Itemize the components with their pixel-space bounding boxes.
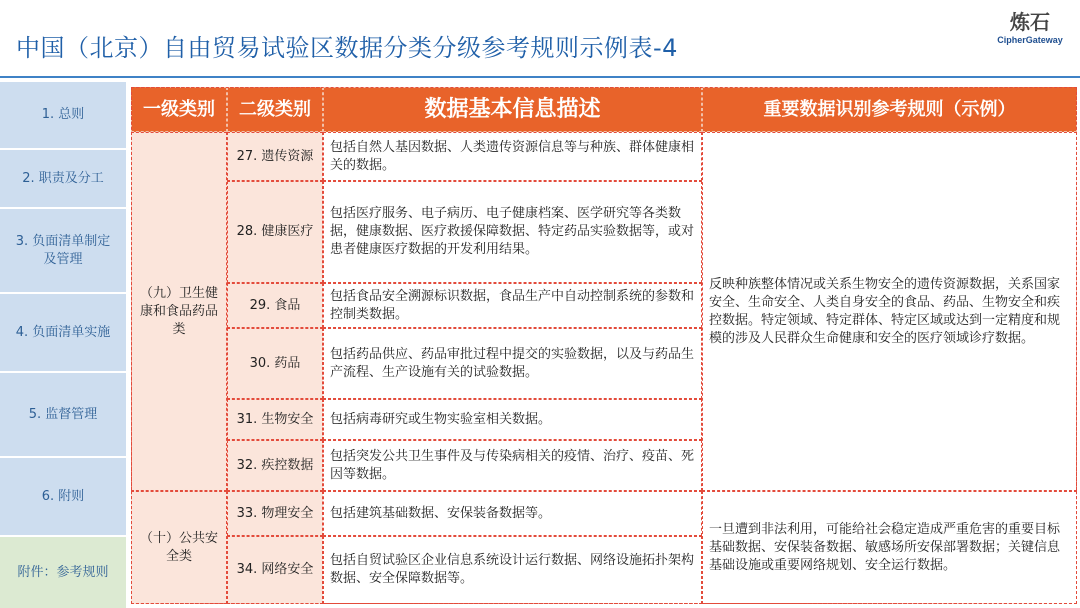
sidebar-item-supervision[interactable]: 5. 监督管理 (0, 373, 126, 456)
header-rule: 重要数据识别参考规则（示例） (702, 87, 1077, 132)
header-secondary-category: 二级类别 (227, 87, 323, 132)
sidebar-item-appendix-rules[interactable]: 附件：参考规则 (0, 537, 126, 608)
header-primary-category: 一级类别 (131, 87, 227, 132)
header-divider (0, 76, 1080, 78)
rule-public-safety: 一旦遭到非法利用，可能给社会稳定造成严重危害的重要目标基础数据、安保装备数据、敏感场所安保部署数据；关键信息基础设施或重要网络规划、安全运行数据。 (702, 491, 1077, 604)
page-header (0, 0, 1080, 78)
secondary-category-drugs: 30. 药品 (227, 328, 323, 399)
secondary-category-genetic: 27. 遗传资源 (227, 132, 323, 181)
description-disease-control: 包括突发公共卫生事件及与传染病相关的疫情、治疗、疫苗、死因等数据。 (323, 440, 702, 491)
logo-text: 炼石 (1010, 10, 1050, 34)
sidebar-item-general[interactable]: 1. 总则 (0, 82, 126, 148)
logo-subtext: CipherGateway (997, 35, 1063, 45)
secondary-category-network-security: 34. 网络安全 (227, 536, 323, 604)
description-genetic: 包括自然人基因数据、人类遗传资源信息等与种族、群体健康相关的数据。 (323, 132, 702, 181)
secondary-category-food: 29. 食品 (227, 283, 323, 328)
secondary-category-disease-control: 32. 疾控数据 (227, 440, 323, 491)
header-description: 数据基本信息描述 (323, 87, 702, 132)
description-healthcare: 包括医疗服务、电子病历、电子健康档案、医学研究等各类数据，健康数据、医疗救援保障数据、特定药品实验数据等，或对患者健康医疗数据的开发利用结果。 (323, 181, 702, 283)
primary-category-public-safety: （十）公共安全类 (131, 491, 227, 604)
description-food: 包括食品安全溯源标识数据，食品生产中自动控制系统的参数和控制类数据。 (323, 283, 702, 328)
rule-health: 反映种族整体情况或关系生物安全的遗传资源数据，关系国家安全、生命安全、人类自身安全的食品、药品、生物安全和疾控数据。特定领域、特定群体、特定区域或达到一定精度和规模的涉及人民群众生命健康和安全的医疗领域诊疗数据。 (702, 132, 1077, 491)
page-title: 中国（北京）自由贸易试验区数据分类分级参考规则示例表-4 (16, 34, 678, 62)
description-network-security: 包括自贸试验区企业信息系统设计运行数据、网络设施拓扑架构数据、安全保障数据等。 (323, 536, 702, 604)
secondary-category-healthcare: 28. 健康医疗 (227, 181, 323, 283)
sidebar-nav (0, 82, 128, 608)
secondary-category-biosafety: 31. 生物安全 (227, 399, 323, 440)
primary-category-health: （九）卫生健康和食品药品类 (131, 132, 227, 491)
secondary-category-physical-security: 33. 物理安全 (227, 491, 323, 536)
sidebar-item-supplementary[interactable]: 6. 附则 (0, 458, 126, 535)
sidebar-item-negative-list-formulation[interactable]: 3. 负面清单制定及管理 (0, 209, 126, 292)
description-biosafety: 包括病毒研究或生物实验室相关数据。 (323, 399, 702, 440)
description-physical-security: 包括建筑基础数据、安保装备数据等。 (323, 491, 702, 536)
classification-table (131, 87, 1077, 604)
logo (990, 10, 1070, 50)
description-drugs: 包括药品供应、药品审批过程中提交的实验数据，以及与药品生产流程、生产设施有关的试验数据。 (323, 328, 702, 399)
sidebar-item-responsibilities[interactable]: 2. 职责及分工 (0, 150, 126, 207)
sidebar-item-negative-list-implementation[interactable]: 4. 负面清单实施 (0, 294, 126, 371)
